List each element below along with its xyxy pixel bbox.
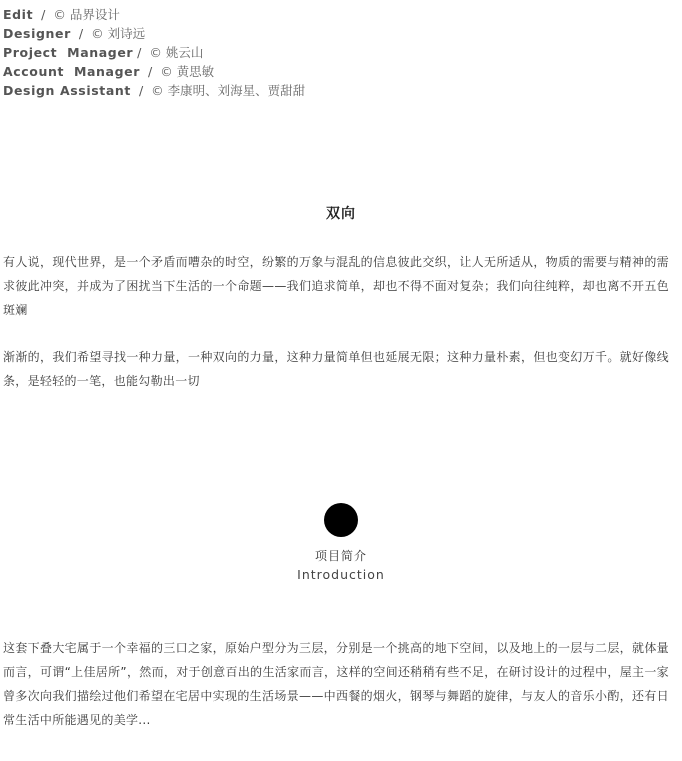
credit-name: © 姚云山 [149, 45, 204, 60]
credit-separator: / [78, 26, 84, 41]
credit-line-designer [3, 24, 663, 43]
credit-name: © 黄思敏 [160, 64, 215, 79]
credit-separator: / [138, 83, 144, 98]
credit-role: Project Manager [3, 45, 134, 60]
credit-role: Account Manager [3, 64, 140, 79]
body-paragraph: 有人说，现代世界，是一个矛盾而嘈杂的时空，纷繁的万象与混乱的信息彼此交织，让人无所适从，物质的需要与精神的需求彼此冲突，并成为了困扰当下生活的一个命题——我们追求简单，却也不得不面对复杂；我们向往纯粹，却也离不开五色斑斓 [3, 255, 669, 317]
introduction-paragraph: 这套下叠大宅属于一个幸福的三口之家，原始户型分为三层，分别是一个挑高的地下空间，以及地上的一层与二层，就体量而言，可谓“上佳居所”，然而，对于创意百出的生活家而言，这样的空间还稍稍有些不足，在研讨设计的过程中，屋主一家曾多次向我们描绘过他们希望在宅居中实现的生活场景——中西餐的烟火，钢琴与舞蹈的旋律，与友人的音乐小酌，还有日常生活中所能遇见的美学... [3, 641, 669, 727]
credit-line-account-manager [3, 62, 663, 81]
introduction-label-en: Introduction [297, 567, 385, 582]
section-title: 双向 [326, 206, 356, 222]
credit-name: © 李康明、刘海星、贾甜甜 [151, 83, 306, 98]
credit-separator: / [147, 64, 153, 79]
credit-separator: / [137, 45, 142, 60]
introduction-label-cn: 项目简介 [314, 549, 367, 563]
credit-role: Designer [3, 26, 71, 41]
credit-line-design-assistant [3, 81, 663, 100]
credit-role: Edit [3, 7, 34, 22]
credit-line-project-manager [3, 43, 663, 62]
credit-name: © 刘诗远 [91, 26, 146, 41]
credit-role: Design Assistant [3, 83, 131, 98]
body-paragraph: 渐渐的，我们希望寻找一种力量，一种双向的力量，这种力量简单但也延展无限；这种力量朴素，但也变幻万千。就好像线条，是轻轻的一笔，也能勾勒出一切 [3, 350, 669, 388]
credits-block [3, 5, 663, 100]
credit-separator: / [41, 7, 46, 22]
credit-line-edit [3, 5, 663, 24]
section-marker-dot [324, 503, 358, 537]
credit-name: © 品界设计 [53, 7, 120, 22]
